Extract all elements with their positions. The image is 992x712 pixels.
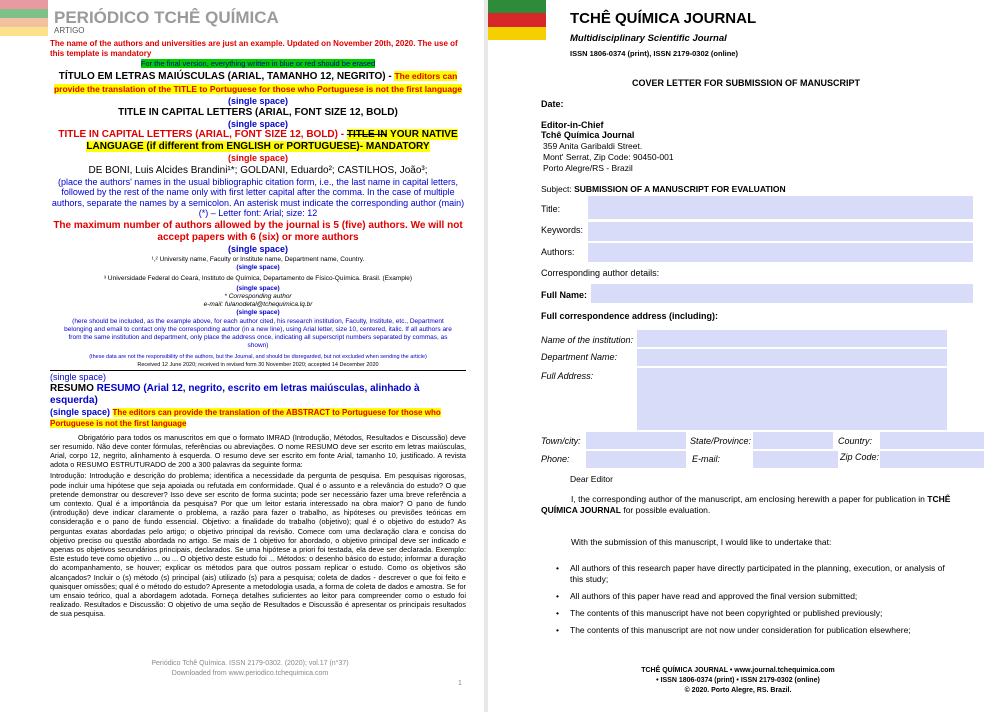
resumo-title: RESUMO RESUMO (Arial 12, negrito, escrito em letras maiúsculas, alinhado à esquerda): [50, 382, 420, 406]
department-field[interactable]: [637, 349, 947, 366]
full-name-label: Full Name:: [541, 290, 588, 300]
undertaking-item: • All authors of this research paper have directly participated in the planning, execution, or analysis of this study;: [556, 563, 958, 585]
separator: [50, 370, 466, 371]
authors-instructions: (place the authors' names in the usual bibliographic citation form, i.e., the last name in capital letters, followed by the rest of the name only with first letter capital after the comma. In the case of multiple authors, separate the names by a semicolon. An asterisk must indicate the corresponding author (main) (*) – Letter font: Arial; size: 12: [51, 176, 465, 218]
journal-title: PERIÓDICO TCHÊ QUÍMICA: [54, 8, 279, 27]
single-space-6: (single space): [236, 285, 280, 292]
country-field[interactable]: [880, 432, 984, 449]
undertaking-item: • The contents of this manuscript have not been copyrighted or published previously;: [556, 608, 958, 619]
resumo-paragraph-2: Introdução: Introdução e descrição do problema; identifica a necessidade da pergunta de pesquisa. Em pesquisas rigorosas, pode incluir uma hipótese que seja apoiada ou refutada em conformidade. Qual é o assunto e a relevância do estudo? O que pretende demonstrar ou descrever? Isso deve ser escrito de forma sucinta; pode ser necessário fazer uma breve referência a um contexto. Qual é a importância da pesquisa? Por que um leitor estaria interessado na obra maior? O pano de fundo (introdução) deve indicar claramente o problema, a razão para fazer o trabalho, as hipóteses ou previsões teóricas em consideração e o pano de fundo essencial. Objetivo: a finalidade do trabalho (objetivo); qual é o objetivo do estudo? As perguntas exatas abordadas pelo artigo; o objetivo principal da revisão. Comece com uma declaração clara e concisa do objetivo preciso ou questão abordada no artigo. Se mais de 1 objetivo for abordado, o objetivo principal deve ser indicado e apenas os objetivos secundários principais, declarados. Se uma hipótese a priori foi testada, ela deve ser declarada. Exemplo: Este estudo teve como objetivo ... ou ... O objetivo deste estudo foi ... Métodos: o desenho básico do estudo; informar a duração do acompanhamento, se houver; explicar os métodos para que outros possam replicar o estudo. Como os objetivos são alcançados? Incluir o (s) método (s) principal (ais) utilizado (s) para a pesquisa; coleta de dados - descrever o que foi feito e quaisquer omissões; qual é o método do estudo? Apresente a metodologia usada, a forma de coleta de dados e amostra. Se for um ensaio teórico, qual a abordagem adotada. Forneça detalhes suficientes ao leitor para compreender como o estudo foi realizado. Resultados e Discussão: O objetivo de uma seção de Resultados e Discussão é apresentar os principais resultados de sua pesquisa.: [50, 471, 466, 619]
address-line-2: Mont' Serrat, Zip Code: 90450-001: [543, 152, 674, 162]
single-space-2: (single space): [227, 118, 289, 129]
institution-label: Name of the institution:: [541, 335, 634, 345]
undertaking-list: [556, 563, 958, 642]
title-field[interactable]: [588, 196, 973, 219]
left-footer-1: Periódico Tchê Química. ISSN 2179-0302. (2020); vol.17 (n°37): [151, 660, 349, 667]
keywords-field[interactable]: [588, 222, 973, 241]
flag-logo-right: [488, 0, 546, 40]
keywords-label: Keywords:: [541, 225, 584, 235]
journal-subtitle: Multidisciplinary Scientific Journal: [570, 33, 727, 44]
authors-label: Authors:: [541, 247, 575, 257]
zip-field[interactable]: [880, 451, 984, 468]
page-number: 1: [458, 680, 462, 687]
left-footer-2: Downloaded from www.periodico.tchequimica.com: [171, 670, 329, 677]
affiliation-3: ³ Universidade Federal do Ceará, Instituto de Química, Departamento de Físico-Química. Brasil. (Example): [103, 275, 413, 282]
journal-issn: ISSN 1806-0374 (print), ISSN 2179-0302 (online): [570, 49, 738, 58]
max-authors-note: The maximum number of authors allowed by the journal is 5 (five) authors. We will not accept papers with 6 (six) or more authors: [53, 219, 463, 243]
address-label: Full Address:: [541, 371, 594, 381]
single-space-4: (single space): [227, 243, 289, 254]
right-footer-3: © 2020. Porto Alegre, RS. Brazil.: [684, 687, 792, 694]
undertaking-item: • The contents of this manuscript are not now under consideration for publication elsewhere;: [556, 625, 958, 636]
single-space-3: (single space): [227, 153, 289, 163]
address-field[interactable]: [637, 368, 947, 430]
address-line-1: 359 Anita Garibaldi Street.: [543, 141, 643, 151]
resumo-note: (single space) The editors can provide the translation of the ABSTRACT to Portuguese for those who Portuguese is not the first language: [50, 406, 441, 428]
full-address-heading: Full correspondence address (including):: [541, 311, 719, 321]
phone-field[interactable]: [586, 451, 686, 468]
full-name-field[interactable]: [591, 284, 973, 303]
single-space-8: (single space): [50, 372, 107, 382]
title-pt: TÍTULO EM LETRAS MAIÚSCULAS (ARIAL, TAMANHO 12, NEGRITO) - The editors can provide the translation of the TITLE to Portuguese for those who Portuguese is not the first language: [53, 71, 463, 94]
email-label: E-mail:: [692, 454, 721, 464]
erase-note: For the final version, everything written in blue or red should be erased: [140, 59, 376, 68]
country-label: Country:: [838, 436, 873, 446]
phone-label: Phone:: [541, 454, 570, 464]
template-note: The name of the authors and universities are just an example. Updated on November 20th, 2020. The use of this template is mandatory: [50, 39, 458, 58]
town-field[interactable]: [586, 432, 686, 449]
editor-journal: Tchê Química Journal: [541, 130, 635, 140]
letter-body-2: With the submission of this manuscript, I would like to undertake that:: [571, 537, 832, 547]
corresponding-author: * Corresponding author: [224, 293, 292, 300]
department-label: Department Name:: [541, 352, 618, 362]
state-field[interactable]: [753, 432, 833, 449]
right-footer-1: TCHÊ QUÍMICA JOURNAL • www.journal.tchequimica.com: [641, 667, 835, 674]
authors-field[interactable]: [588, 243, 973, 262]
single-space-5: (single space): [236, 264, 280, 271]
editor-title: Editor-in-Chief: [541, 120, 604, 130]
institution-field[interactable]: [637, 330, 947, 347]
affil-instructions: (here should be included, as the example above, for each author cited, his research institution, Faculty, Institute, etc., Department belonging and email to contact only the corresponding author (in a new line), using Arial letter, size 10, centered, italic. If all authors are from the same institution and department, only place the address once, indicating all superscript numbers separated by commas, as shown): [64, 318, 452, 349]
received-line: Received 12 June 2020; received in revised form 30 November 2020; accepted 14 December 2020: [137, 362, 379, 368]
single-space-7: (single space): [236, 309, 280, 316]
email: e-mail: fulanodetal@tchequimica.lq.br: [203, 301, 313, 308]
letter-body-1: I, the corresponding author of the manuscript, am enclosing herewith a paper for publication in TCHÊ QUÍMICA JOURNAL for possible evaluation.: [541, 494, 951, 515]
undertaking-item: • All authors of this paper have read and approved the final version submitted;: [556, 591, 958, 602]
corresponding-details-label: Corresponding author details:: [541, 268, 660, 278]
email-field[interactable]: [753, 451, 838, 468]
title-label: Title:: [541, 204, 561, 214]
state-label: State/Province:: [690, 436, 752, 446]
right-footer-2: • ISSN 1806-0374 (print) • ISSN 2179-0302 (online): [656, 677, 820, 684]
authors-line: DE BONI, Luis Alcides Brandini¹*; GOLDANI, Eduardo²; CASTILHOS, João³;: [88, 164, 428, 176]
zip-label: Zip Code:: [840, 452, 880, 462]
responsibility-note: (these data are not the responsibility of the authors, but the Journal, and should be disregarded, but not excluded when sending the article): [89, 354, 427, 360]
journal-title-right: TCHÊ QUÍMICA JOURNAL: [570, 10, 757, 27]
subject-line: Subject: SUBMISSION OF A MANUSCRIPT FOR EVALUATION: [541, 184, 786, 194]
flag-logo: [0, 0, 48, 36]
title-en: TITLE IN CAPITAL LETTERS (ARIAL, FONT SIZE 12, BOLD): [118, 106, 398, 118]
cover-letter-title: COVER LETTER FOR SUBMISSION OF MANUSCRIPT: [632, 78, 861, 88]
town-label: Town/city:: [541, 436, 581, 446]
title-native: TITLE IN CAPITAL LETTERS (ARIAL, FONT SIZE 12, BOLD) - TITLE IN YOUR NATIVE LANGUAGE (if different from ENGLISH or PORTUGUESE)- MANDATORY: [58, 129, 458, 152]
address-line-3: Porto Alegre/RS - Brazil: [543, 163, 633, 173]
right-page: [488, 0, 992, 712]
section-label: ARTIGO: [54, 26, 85, 35]
left-page: [0, 0, 484, 712]
date-label: Date:: [541, 99, 564, 109]
salutation: Dear Editor: [570, 474, 613, 484]
resumo-paragraph-1: Obrigatório para todos os manuscritos em que o formato IMRAD (Introdução, Métodos, Resultados e Discussão) deve ser resumido. Não deve conter fórmulas, referências ou abreviações. O nome RESUMO deve ser escrito em letras maiúsculas, Arial, corpo 12, negrito, alinhamento à esquerda. O resumo deve ser escrito em fonte Arial, tamanho 10, justificado. A revista adota o RESUMO ESTRUTURADO de 200 a 300 palavras da seguinte forma:: [50, 432, 466, 470]
affiliation-1-2: ¹,² University name, Faculty or Institute name, Department name, Country.: [151, 256, 365, 263]
single-space-1: (single space): [227, 96, 289, 106]
